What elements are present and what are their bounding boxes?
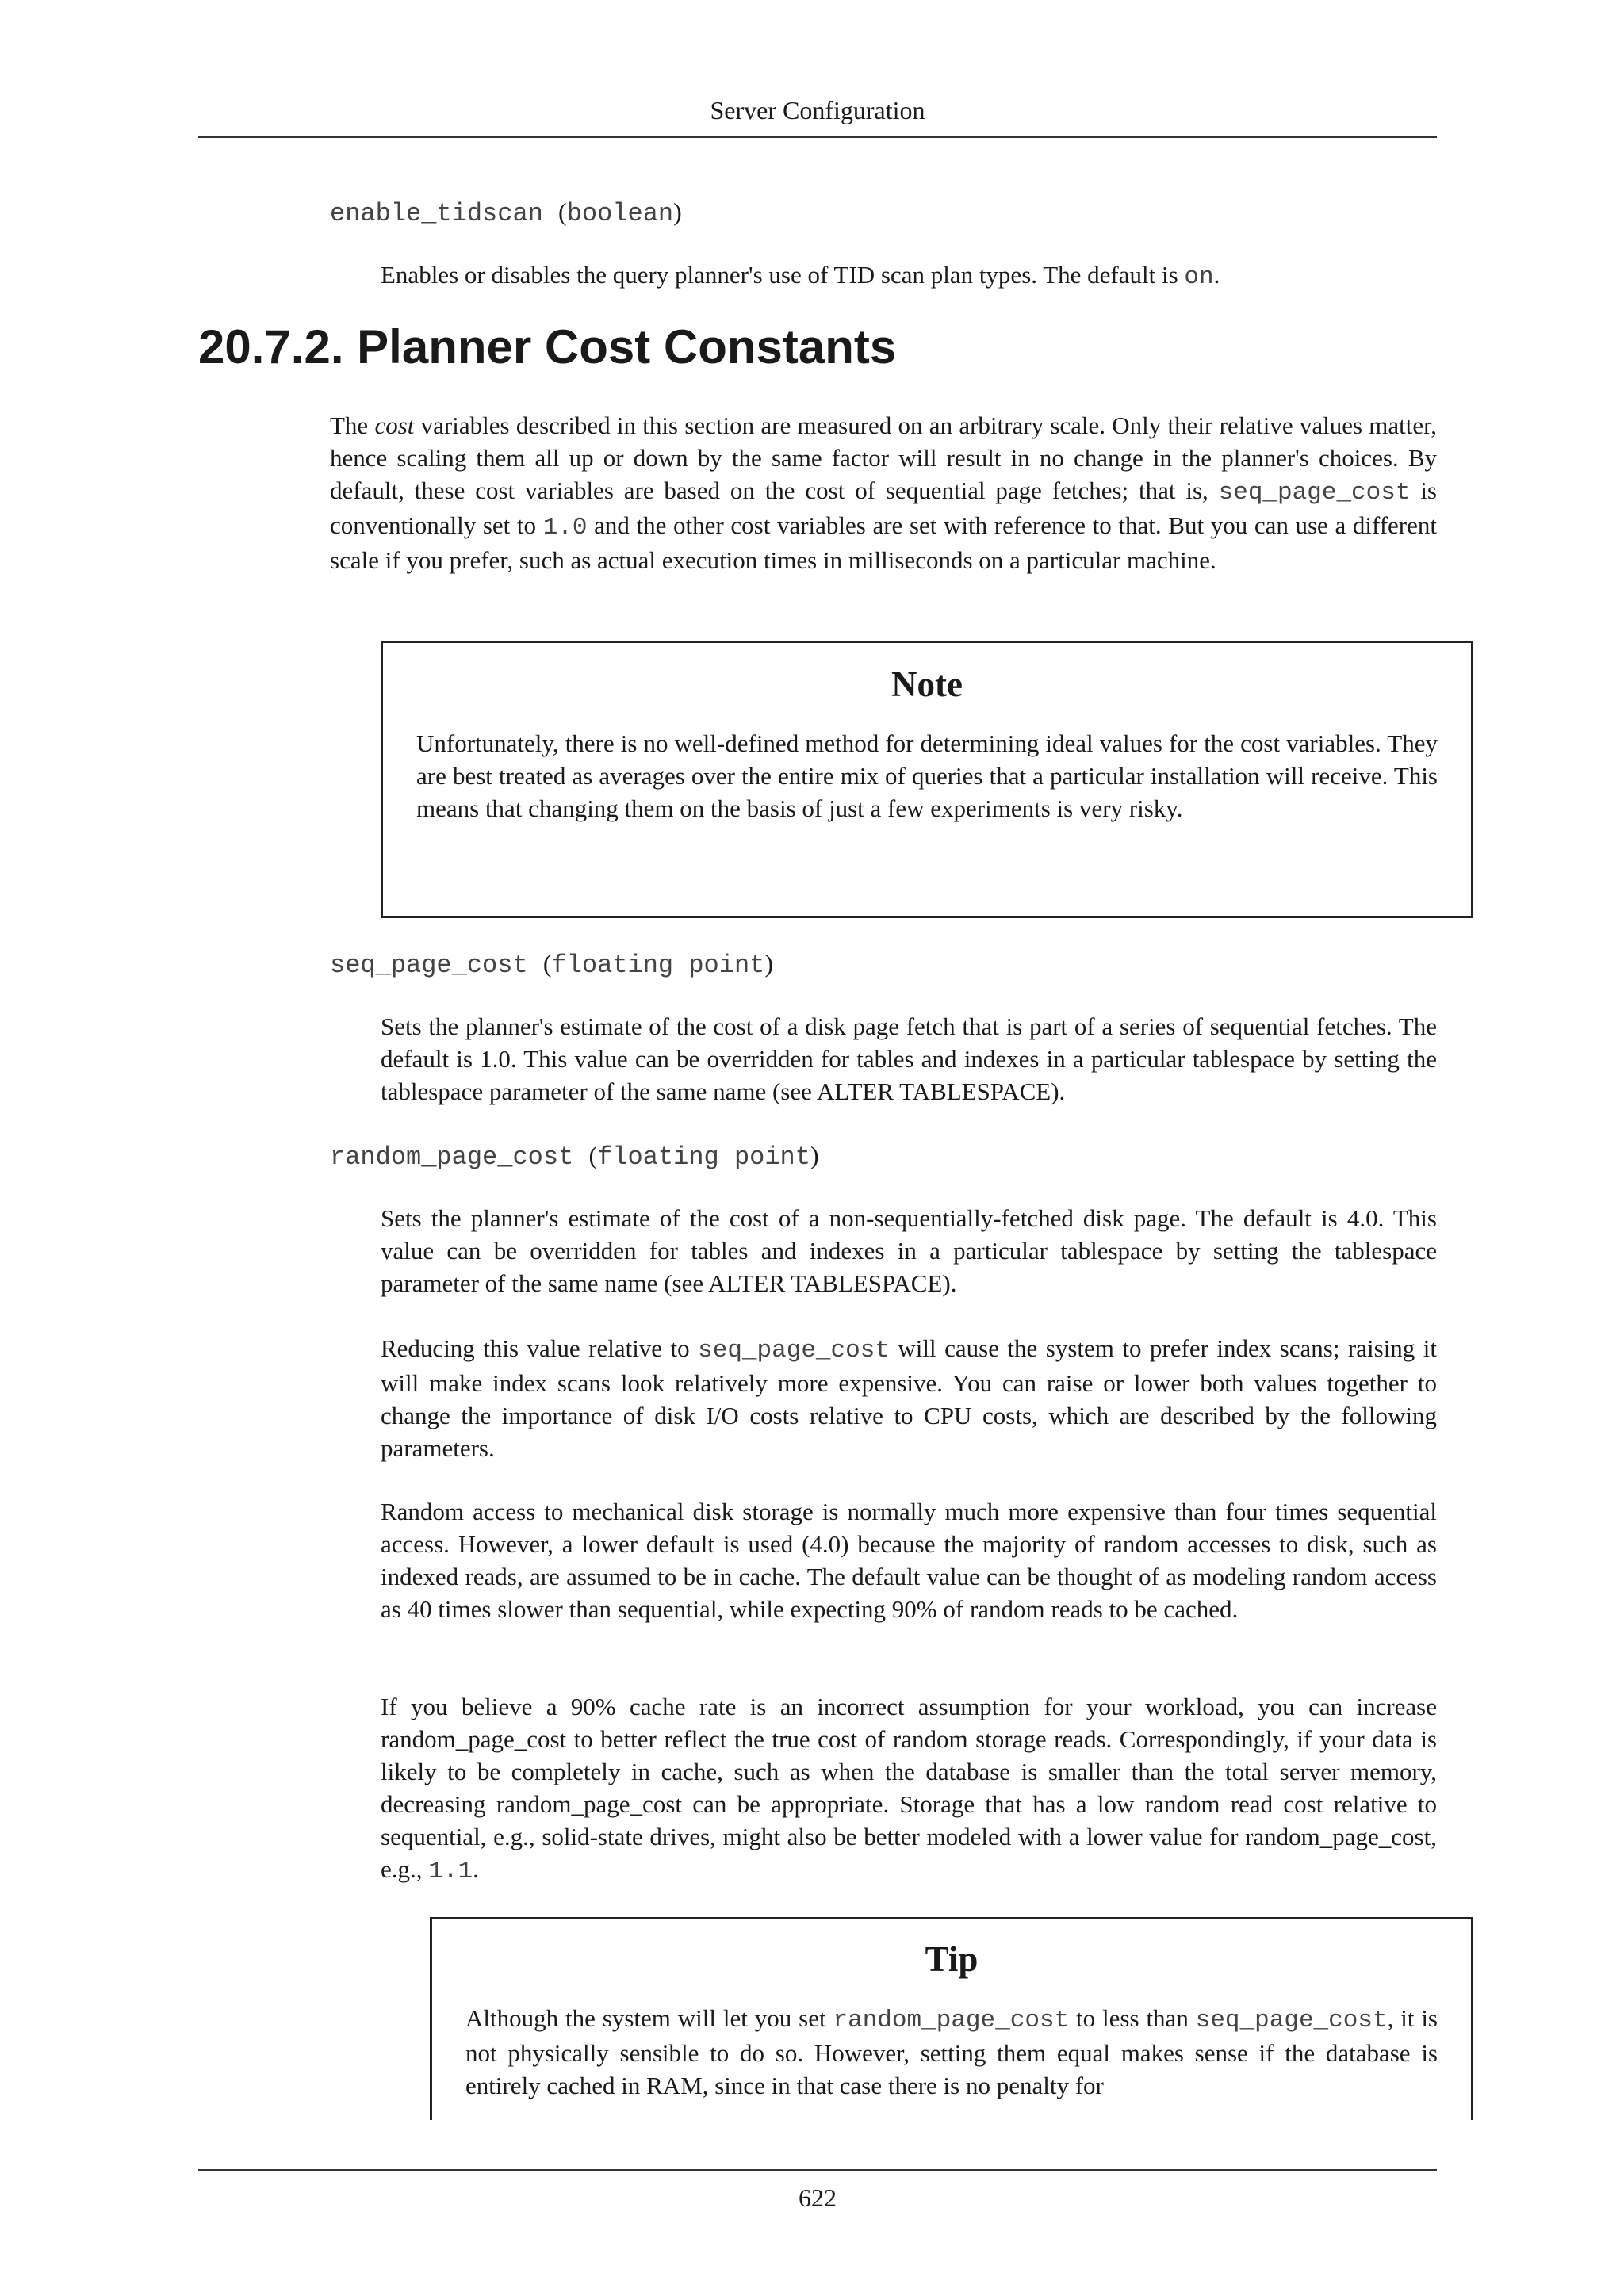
note-box <box>381 641 1473 918</box>
tip-title: Tip <box>925 1939 979 1979</box>
tip-box <box>430 1917 1473 2120</box>
page-number: 622 <box>799 2183 837 2212</box>
note-body: Unfortunately, there is no well-defined method for determining ideal values for the cost variables. They are best treated as averages over the entire mix of queries that a particular installation will receive. This means that changing them on the basis of just a few experiments is very risky. <box>416 729 1438 822</box>
param-type: floating point <box>597 1142 810 1172</box>
param-term-seq-page-cost: seq_page_cost (floating point) <box>330 949 773 980</box>
param-name: enable_tidscan <box>330 199 543 228</box>
tip-body: Although the system will let you set random_page_cost to less than seq_page_cost, it is not physically sensible to do so. However, setting them equal makes sense if the database is entirely cached in RAM, since in that case there is no penalty for <box>465 2004 1438 2099</box>
inline-code: 1.1 <box>428 1858 473 1885</box>
param-name: random_page_cost <box>330 1142 574 1172</box>
intro-paragraph: The cost variables described in this section are measured on an arbitrary scale. Only their relative values matter, hence scaling them all up or down by the same factor will result in no change in the planner's choices. By default, these cost variables are based on the cost of sequential page fetches; that is, seq_page_cost is conventionally set to 1.0 and the other cost variables are set with reference to that. But you can use a different scale if you prefer, such as actual execution times in milliseconds on a particular machine. <box>330 411 1437 574</box>
header-rule <box>198 136 1437 138</box>
tip-box-clip <box>430 1917 1473 2120</box>
random-page-cost-desc-2: Reducing this value relative to seq_page_cost will cause the system to prefer index scans; raising it will make index scans look relatively more expensive. You can raise or lower both values together to change the importance of disk I/O costs relative to CPU costs, which are described by the following parameters. <box>381 1334 1437 1462</box>
inline-code: seq_page_cost <box>698 1337 890 1364</box>
inline-code: random_page_cost <box>833 2007 1070 2034</box>
param-desc-seq-page-cost: Sets the planner's estimate of the cost of a disk page fetch that is part of a series of sequential fetches. The default is 1.0. This value can be overridden for tables and indexes in a particular tablespace by setting the tablespace parameter of the same name (see ALTER TABLESPACE). <box>381 1012 1437 1105</box>
param-type: boolean <box>566 199 674 228</box>
random-page-cost-desc-3: Random access to mechanical disk storage is normally much more expensive than four times sequential access. However, a lower default is used (4.0) because the majority of random accesses to disk, such as indexed reads, are assumed to be in cache. The default value can be thought of as modeling random access as 40 times slower than sequential, while expecting 90% of random reads to be cached. <box>381 1498 1437 1623</box>
param-type: floating point <box>551 951 765 980</box>
running-header: Server Configuration <box>710 96 925 124</box>
note-title: Note <box>891 664 963 704</box>
param-term-enable-tidscan: enable_tidscan (boolean) <box>330 197 682 228</box>
inline-code: 1.0 <box>542 514 588 541</box>
inline-code: seq_page_cost <box>1218 479 1411 507</box>
section-heading: 20.7.2. Planner Cost Constants <box>198 320 897 373</box>
default-value: on <box>1184 263 1214 291</box>
random-page-cost-desc-1: Sets the planner's estimate of the cost of a non-sequentially-fetched disk page. The default is 4.0. This value can be overridden for tables and indexes in a particular tablespace by setting the tablespace parameter of the same name (see ALTER TABLESPACE). <box>381 1204 1437 1297</box>
param-desc-enable-tidscan: Enables or disables the query planner's use of TID scan plan types. The default is on. <box>381 261 1220 291</box>
cost-emphasis: cost <box>374 411 415 439</box>
footer-rule <box>198 2169 1437 2171</box>
param-term-random-page-cost: random_page_cost (floating point) <box>330 1141 819 1172</box>
random-page-cost-desc-4: If you believe a 90% cache rate is an incorrect assumption for your workload, you can increase random_page_cost to better reflect the true cost of random storage reads. Correspondingly, if your data is likely to be completely in cache, such as when the database is smaller than the total server memory, decreasing random_page_cost can be appropriate. Storage that has a low random read cost relative to sequential, e.g., solid-state drives, might also be better modeled with a lower value for random_page_cost, e.g., 1.1. <box>381 1693 1437 1885</box>
param-name: seq_page_cost <box>330 951 528 980</box>
inline-code: seq_page_cost <box>1195 2007 1388 2034</box>
